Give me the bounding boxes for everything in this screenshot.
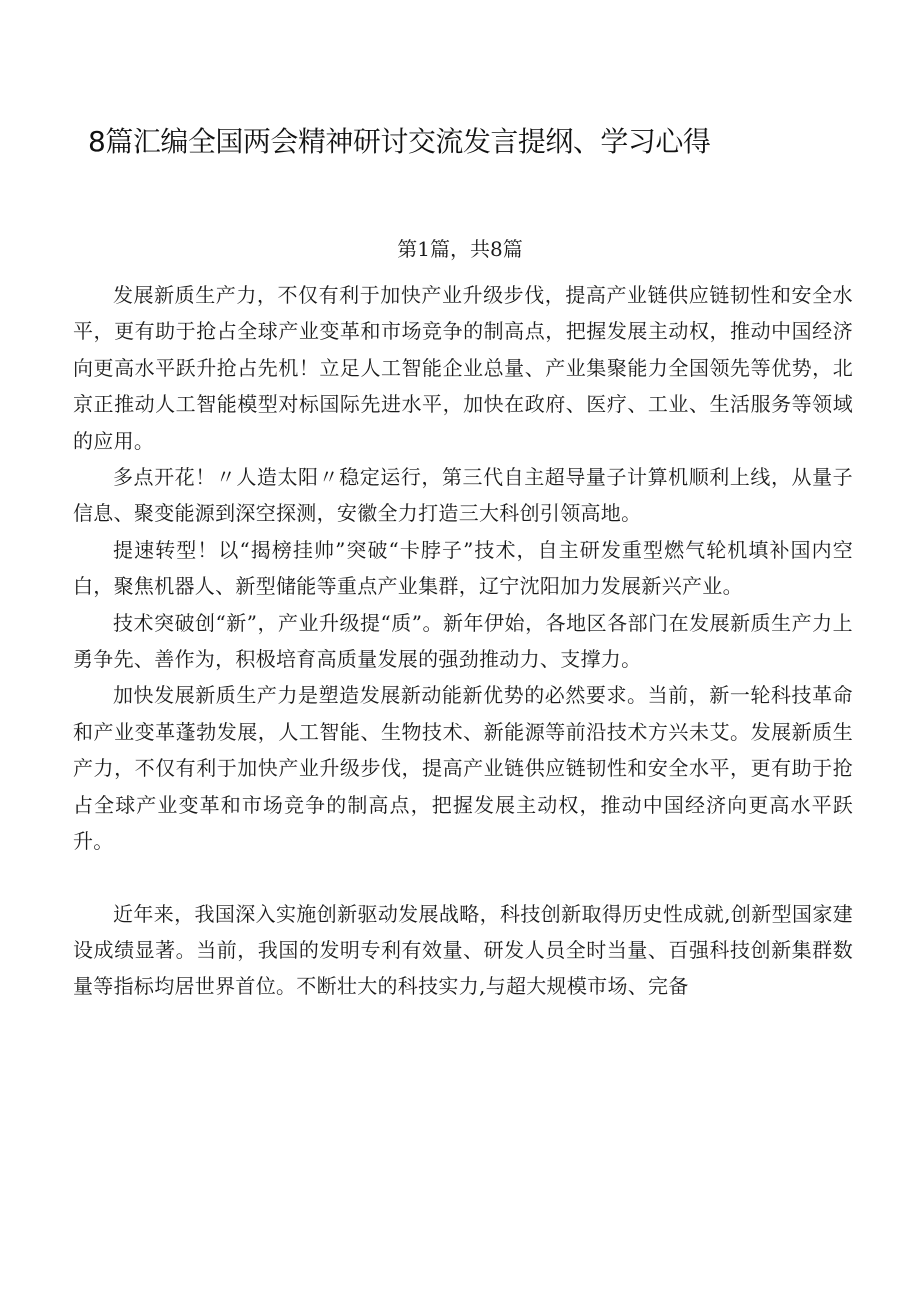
paragraph-3: 提速转型！以“揭榜挂帅”突破“卡脖子”技术，自主研发重型燃气轮机填补国内空白，聚焦机器人、新型储能等重点产业集群，辽宁沈阳加力发展新兴产业。 xyxy=(73,537,853,599)
paragraph-2: 多点开花！〃人造太阳〃稳定运行，第三代自主超导量子计算机顺利上线，从量子信息、聚变能源到深空探测，安徽全力打造三大科创引领高地。 xyxy=(73,465,853,526)
paragraph-4: 技术突破创“新”，产业升级提“质”。新年伊始，各地区各部门在发展新质生产力上勇争先、善作为，积极培育高质量发展的强劲推动力、支撑力。 xyxy=(73,610,853,672)
paragraph-1: 发展新质生产力，不仅有利于加快产业升级步伐，提高产业链供应链韧性和安全水平，更有助于抢占全球产业变革和市场竞争的制高点，把握发展主动权，推动中国经济向更高水平跃升抢占先机！立足人工智能企业总量、产业集聚能力全国领先等优势，北京正推动人工智能模型对标国际先进水平，加快在政府、医疗、工业、生活服务等领域的应用。 xyxy=(73,283,853,453)
paragraph-5: 加快发展新质生产力是塑造发展新动能新优势的必然要求。当前，新一轮科技革命和产业变革蓬勃发展，人工智能、生物技术、新能源等前沿技术方兴未艾。发展新质生产力，不仅有利于加快产业升级步伐，提高产业链供应链韧性和安全水平，更有助于抢占全球产业变革和市场竞争的制高点，把握发展主动权，推动中国经济向更高水平跃升。 xyxy=(73,683,853,854)
paragraph-6: 近年来，我国深入实施创新驱动发展战略，科技创新取得历史性成就,创新型国家建设成绩显著。当前，我国的发明专利有效量、研发人员全时当量、百强科技创新集群数量等指标均居世界首位。不断壮大的科技实力,与超大规模市场、完备 xyxy=(73,901,853,999)
paragraph-spacer xyxy=(73,860,853,896)
document-title: 8篇汇编全国两会精神研讨交流发言提纲、学习心得 xyxy=(88,125,711,158)
section-heading: 第1篇，共8篇 xyxy=(397,237,523,261)
document-body xyxy=(73,277,853,1005)
